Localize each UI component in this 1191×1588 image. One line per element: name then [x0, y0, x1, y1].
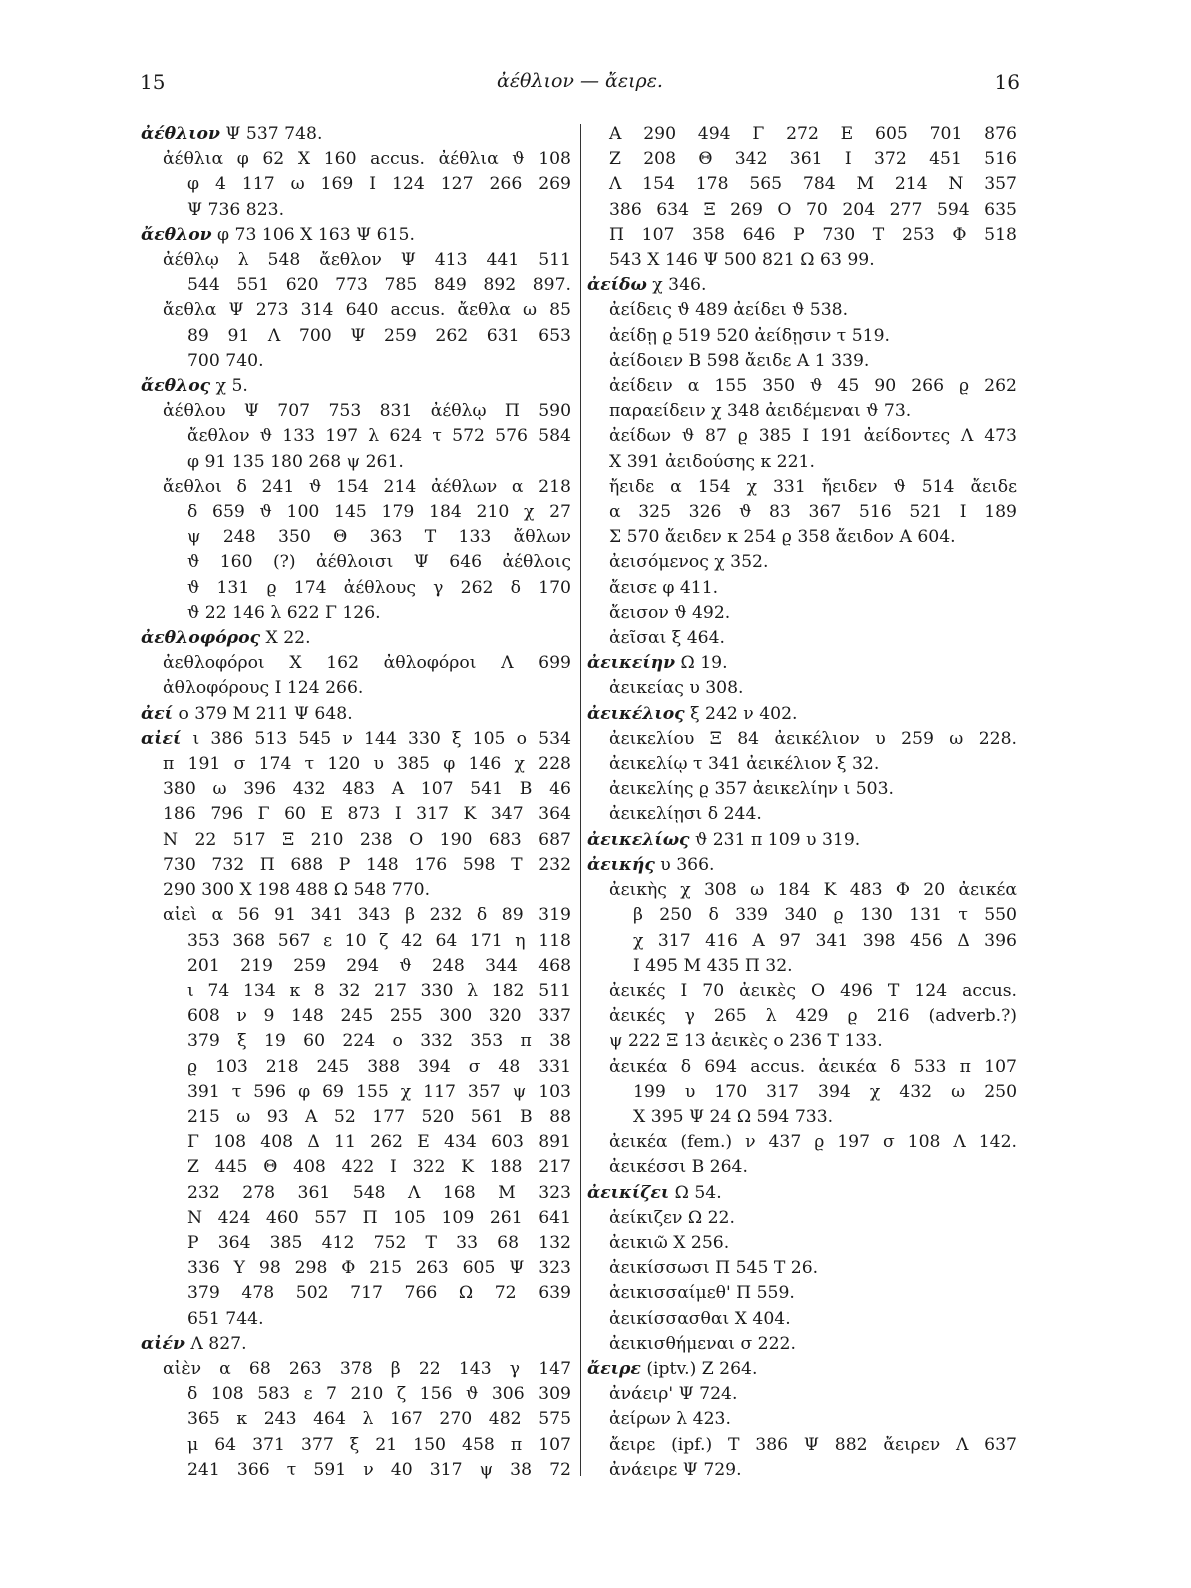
headword-line: ἀεικελίως ϑ 231 π 109 υ 319.: [587, 829, 861, 850]
entry-line: ἄειρε (ipf.) Τ 386 Ψ 882 ἄειρεν Λ 637: [609, 1434, 1017, 1455]
entry-line: δ 108 583 ε 7 210 ζ 156 ϑ 306 309: [187, 1384, 571, 1405]
headword: ἀεθλοφόρος: [141, 628, 261, 649]
entry-line: 353 368 567 ε 10 ζ 42 64 171 η 118: [187, 930, 571, 951]
headword-line: ἄεθλον φ 73 106 Χ 163 Ψ 615.: [141, 224, 415, 245]
entry-line: ψ 248 350 Θ 363 Τ 133 ἄθλων: [187, 527, 571, 548]
entry-line: φ 91 135 180 268 ψ 261.: [187, 451, 404, 472]
headword: ἄειρε: [587, 1358, 641, 1379]
entry-line: ψ 222 Ξ 13 ἀεικὲς ο 236 Τ 133.: [609, 1031, 883, 1052]
entry-line: Ρ 364 385 412 752 Τ 33 68 132: [187, 1232, 571, 1253]
entry-line: 543 Χ 146 Ψ 500 821 Ω 63 99.: [609, 250, 875, 271]
headword: ἀεικείην: [587, 653, 676, 674]
entry-line: παραείδειν χ 348 ἀειδέμεναι ϑ 73.: [609, 401, 912, 422]
entry-line: Ν 22 517 Ξ 210 238 Ο 190 683 687: [163, 829, 571, 850]
entry-line: ἄεισε φ 411.: [609, 577, 719, 598]
headword: ἄεθλος: [141, 376, 211, 397]
entry-line: ἄεθλοι δ 241 ϑ 154 214 ἀέθλων α 218: [163, 476, 571, 497]
entry-line: α 325 326 ϑ 83 367 516 521 Ι 189: [609, 502, 1017, 523]
headword-line: αἰέν Λ 827.: [141, 1333, 247, 1354]
headword: ἀείδω: [587, 275, 647, 296]
entry-line: 365 κ 243 464 λ 167 270 482 575: [187, 1409, 571, 1430]
entry-line: ἀεικὴς χ 308 ω 184 Κ 483 Φ 20 ἀεικέα: [609, 880, 1017, 901]
entry-line: ἀθλοφόρους Ι 124 266.: [163, 678, 364, 699]
entry-line: Ζ 208 Θ 342 361 Ι 372 451 516: [609, 149, 1017, 170]
entry-line: β 250 δ 339 340 ϱ 130 131 τ 550: [633, 905, 1017, 926]
entry-line: 730 732 Π 688 Ρ 148 176 598 Τ 232: [163, 854, 571, 875]
entry-line: Χ 395 Ψ 24 Ω 594 733.: [633, 1106, 834, 1127]
entry-line: 199 υ 170 317 394 χ 432 ω 250: [633, 1081, 1017, 1102]
entry-line: ἀεικελίου Ξ 84 ἀεικέλιον υ 259 ω 228.: [609, 728, 1017, 749]
entry-line: ἀείκιζεν Ω 22.: [609, 1207, 735, 1228]
headword: ἀεικίζει: [587, 1182, 670, 1203]
entry-line: ἀείδων ϑ 87 ϱ 385 Ι 191 ἀείδοντες Λ 473: [609, 426, 1017, 447]
entry-line: Ψ 736 823.: [187, 199, 285, 220]
entry-line: ἀείρων λ 423.: [609, 1409, 731, 1430]
entry-line: Ν 424 460 557 Π 105 109 261 641: [187, 1207, 571, 1228]
entry-line: 700 740.: [187, 350, 264, 371]
entry-line: 379 478 502 717 766 Ω 72 639: [187, 1283, 571, 1304]
entry-line: 290 300 Χ 198 488 Ω 548 770.: [163, 880, 431, 901]
headword: ἀεικελίως: [587, 829, 690, 850]
headword: αἰεί: [141, 728, 182, 749]
entry-line: 186 796 Γ 60 Ε 873 Ι 317 Κ 347 364: [163, 804, 571, 825]
entry-line: ἀέθλου Ψ 707 753 831 ἀέθλῳ Π 590: [163, 401, 571, 422]
entry-line: ἄεθλον ϑ 133 197 λ 624 τ 572 576 584: [187, 426, 571, 447]
headword: αἰέν: [141, 1333, 185, 1354]
entry-line: 391 τ 596 φ 69 155 χ 117 357 ψ 103: [187, 1081, 571, 1102]
entry-line: μ 64 371 377 ξ 21 150 458 π 107: [187, 1434, 571, 1455]
entry-line: Γ 108 408 Δ 11 262 Ε 434 603 891: [187, 1132, 571, 1153]
entry-line: αἰεὶ α 56 91 341 343 β 232 δ 89 319: [163, 905, 571, 926]
page-number-left: 15: [140, 70, 166, 94]
entry-line: ϑ 22 146 λ 622 Γ 126.: [187, 602, 381, 623]
entry-line: ἀεισόμενος χ 352.: [609, 552, 769, 573]
headword-line: ἀέθλιον Ψ 537 748.: [141, 124, 323, 144]
entry-line: Λ 154 178 565 784 Μ 214 Ν 357: [609, 174, 1017, 195]
entry-line: 651 744.: [187, 1308, 264, 1329]
entry-line: ἀεικισθήμεναι σ 222.: [609, 1333, 796, 1354]
entry-line: φ 4 117 ω 169 Ι 124 127 266 269: [187, 174, 571, 195]
headword: ἀεί: [141, 703, 173, 724]
entry-line: ἀείδῃ ϱ 519 520 ἀείδῃσιν τ 519.: [609, 325, 890, 346]
entry-line: ἄεισον ϑ 492.: [609, 602, 731, 623]
entry-line: ἀεικέα (fem.) ν 437 ϱ 197 σ 108 Λ 142.: [609, 1132, 1017, 1153]
entry-line: ἀεικελίῃσι δ 244.: [609, 804, 762, 825]
entry-line: ἀέθλῳ λ 548 ἄεθλον Ψ 413 441 511: [163, 250, 571, 271]
running-title: ἀέθλιον — ἄειρε.: [497, 70, 663, 92]
entry-line: 89 91 Λ 700 Ψ 259 262 631 653: [187, 325, 571, 346]
entry-line: 336 Υ 98 298 Φ 215 263 605 Ψ 323: [187, 1258, 571, 1279]
left-column: [141, 122, 571, 1483]
page-number-right: 16: [994, 70, 1020, 94]
headword: ἀεικής: [587, 854, 655, 875]
entry-line: ἀείδειν α 155 350 ϑ 45 90 266 ϱ 262: [609, 376, 1017, 397]
headword-line: ἄεθλος χ 5.: [141, 376, 248, 397]
entry-line: ἀεικελίῳ τ 341 ἀεικέλιον ξ 32.: [609, 754, 880, 775]
headword-line: ἀεικέλιος ξ 242 ν 402.: [587, 703, 798, 724]
entry-line: ἀεθλοφόροι Χ 162 ἀθλοφόροι Λ 699: [163, 653, 571, 674]
headword: ἄεθλον: [141, 224, 212, 245]
entry-line: ἀεικέσσι Β 264.: [609, 1157, 748, 1178]
entry-line: ἄεθλα Ψ 273 314 640 accus. ἄεθλα ω 85: [163, 300, 571, 321]
entry-line: ἀεικείας υ 308.: [609, 678, 744, 699]
entry-line: ἀνάειρε Ψ 729.: [609, 1459, 742, 1480]
right-column: [587, 122, 1017, 1483]
entry-line: ἀεικίσσασθαι Χ 404.: [609, 1308, 791, 1329]
entry-line: ἀεικιῶ Χ 256.: [609, 1232, 730, 1253]
entry-line: Ζ 445 Θ 408 422 Ι 322 Κ 188 217: [187, 1157, 571, 1178]
headword: ἀέθλιον: [141, 124, 220, 144]
entry-line: ἀέθλια φ 62 Χ 160 accus. ἀέθλια ϑ 108: [163, 149, 571, 170]
entry-line: 386 634 Ξ 269 Ο 70 204 277 594 635: [609, 199, 1017, 220]
entry-line: ἀείδεις ϑ 489 ἀείδει ϑ 538.: [609, 300, 849, 321]
entry-line: 201 219 259 294 ϑ 248 344 468: [187, 955, 571, 976]
page-header: [140, 70, 1020, 110]
entry-line: 379 ξ 19 60 224 ο 332 353 π 38: [187, 1031, 571, 1052]
entry-line: αἰὲν α 68 263 378 β 22 143 γ 147: [163, 1358, 571, 1379]
entry-line: ϑ 131 ϱ 174 ἀέθλους γ 262 δ 170: [187, 577, 571, 598]
entry-line: Π 107 358 646 Ρ 730 Τ 253 Φ 518: [609, 224, 1017, 245]
entry-line: Ι 495 Μ 435 Π 32.: [633, 955, 793, 976]
entry-line: 380 ω 396 432 483 Α 107 541 Β 46: [163, 779, 571, 800]
headword-line: αἰεί ι 386 513 545 ν 144 330 ξ 105 ο 534: [141, 728, 571, 749]
headword-line: ἄειρε (iptv.) Ζ 264.: [587, 1358, 758, 1379]
entry-line: Χ 391 ἀειδούσης κ 221.: [609, 451, 815, 472]
headword-line: ἀεικείην Ω 19.: [587, 653, 728, 674]
headword-line: ἀεί ο 379 Μ 211 Ψ 648.: [141, 703, 353, 724]
entry-line: δ 659 ϑ 100 145 179 184 210 χ 27: [187, 502, 571, 523]
entry-line: ἀεικές Ι 70 ἀεικὲς Ο 496 Τ 124 accus.: [609, 980, 1017, 1001]
headword-line: ἀεικής υ 366.: [587, 854, 715, 875]
headword-line: ἀεικίζει Ω 54.: [587, 1182, 722, 1203]
entry-line: 241 366 τ 591 ν 40 317 ψ 38 72: [187, 1459, 571, 1480]
entry-line: ϱ 103 218 245 388 394 σ 48 331: [187, 1056, 571, 1077]
entry-line: 544 551 620 773 785 849 892 897.: [187, 275, 571, 296]
entry-line: Σ 570 ἄειδεν κ 254 ϱ 358 ἄειδον Α 604.: [609, 527, 956, 548]
entry-line: 215 ω 93 Α 52 177 520 561 Β 88: [187, 1106, 571, 1127]
entry-line: ἀεικελίης ϱ 357 ἀεικελίην ι 503.: [609, 779, 894, 800]
entry-line: ἀεικέα δ 694 accus. ἀεικέα δ 533 π 107: [609, 1056, 1017, 1077]
entry-line: ι 74 134 κ 8 32 217 330 λ 182 511: [187, 980, 571, 1001]
entry-line: ἤειδε α 154 χ 331 ἤειδεν ϑ 514 ἄειδε: [609, 476, 1017, 497]
headword-line: ἀείδω χ 346.: [587, 275, 707, 296]
entry-line: 232 278 361 548 Λ 168 Μ 323: [187, 1182, 571, 1203]
entry-line: ἀεῖσαι ξ 464.: [609, 628, 725, 649]
headword-line: ἀεθλοφόρος Χ 22.: [141, 628, 311, 649]
entry-line: ἀεικισσαίμεθ' Π 559.: [609, 1283, 795, 1304]
entry-line: π 191 σ 174 τ 120 υ 385 φ 146 χ 228: [163, 754, 571, 775]
entry-line: Α 290 494 Γ 272 Ε 605 701 876: [609, 124, 1017, 144]
column-divider: [580, 124, 581, 1476]
entry-line: 608 ν 9 148 245 255 300 320 337: [187, 1006, 571, 1027]
headword: ἀεικέλιος: [587, 703, 685, 724]
entry-line: ἀεικές γ 265 λ 429 ϱ 216 (adverb.?): [609, 1006, 1017, 1027]
entry-line: χ 317 416 Α 97 341 398 456 Δ 396: [633, 930, 1017, 951]
entry-line: ἀείδοιεν Β 598 ἄειδε Α 1 339.: [609, 350, 870, 371]
entry-line: ἀεικίσσωσι Π 545 Τ 26.: [609, 1258, 819, 1279]
entry-line: ἀνάειρ' Ψ 724.: [609, 1384, 738, 1405]
entry-line: ϑ 160 (?) ἀέθλοισι Ψ 646 ἀέθλοις: [187, 552, 571, 573]
